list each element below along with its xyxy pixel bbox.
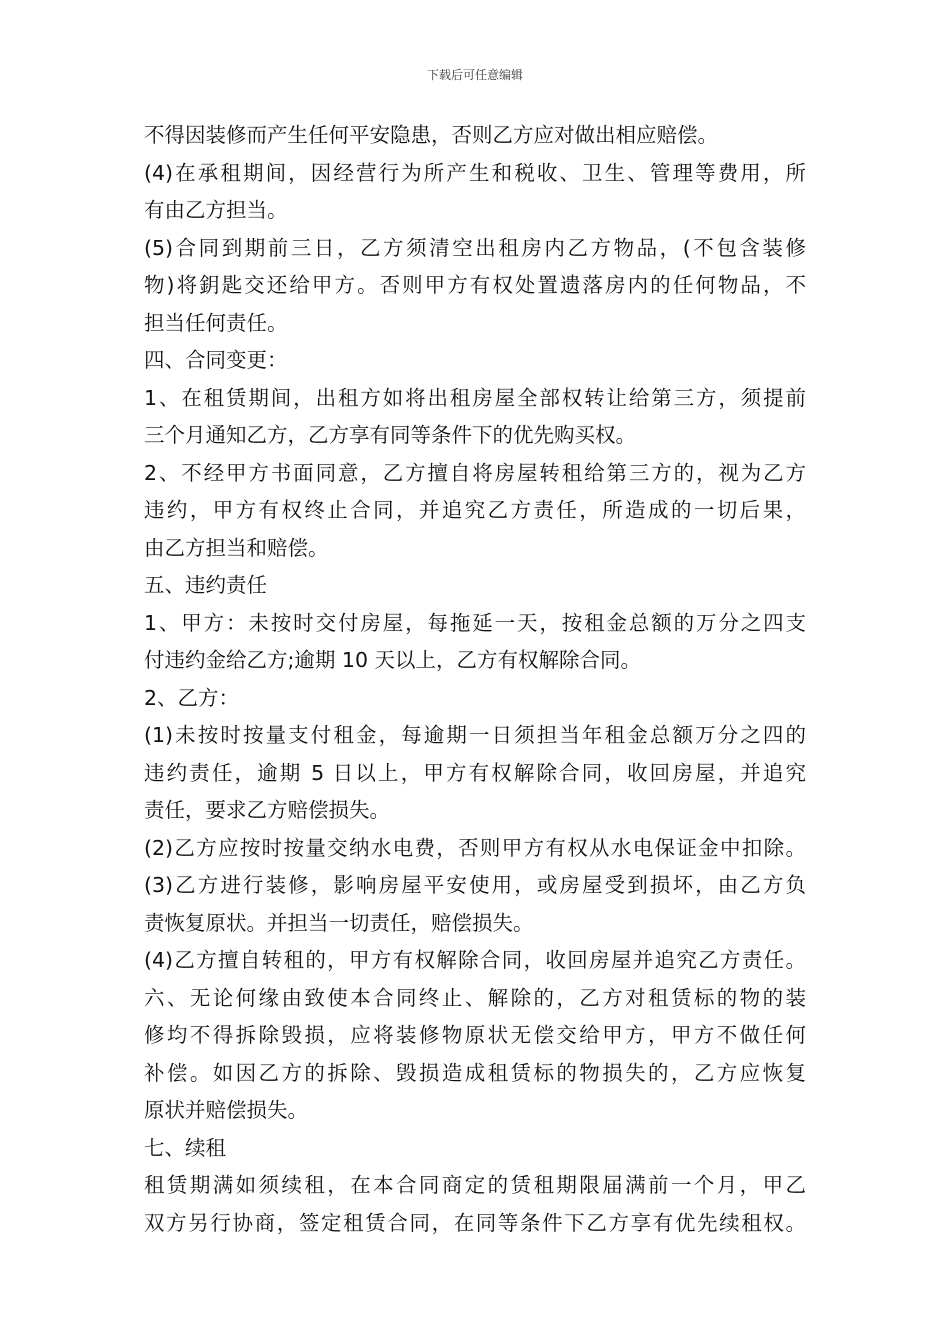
section-heading: 五、违约责任 [144,573,267,597]
text-line: 租赁期满如须续租，在本合同商定的赁租期限届满前一个月，甲乙 [144,1173,806,1197]
text-line: 违约责任，逾期 5 日以上，甲方有权解除合同，收回房屋，并追究 [144,760,806,785]
text-line: 有由乙方担当。 [144,198,288,222]
page-header: 下载后可任意编辑 [426,68,523,82]
section-heading: 七、续租 [144,1135,226,1160]
text-line: 三个月通知乙方，乙方享有同等条件下的优先购买权。 [144,423,636,447]
text-line: (3)乙方进行装修，影响房屋平安使用，或房屋受到损坏，由乙方负 [144,873,806,897]
section-heading: 四、合同变更： [144,348,288,372]
text-line: (2)乙方应按时按量交纳水电费，否则甲方有权从水电保证金中扣除。 [144,835,806,860]
text-line: 违约，甲方有权终止合同，并追究乙方责任，所造成的一切后果， [144,498,806,522]
text-line: 付违约金给乙方;逾期 10 天以上，乙方有权解除合同。 [144,648,642,672]
text-line: 物)将鈅匙交还给甲方。否则甲方有权处置遗落房内的任何物品，不 [144,273,806,297]
text-line: (5)合同到期前三日，乙方须清空出租房内乙方物品，(不包含装修 [144,235,806,260]
text-line: 原状并赔偿损失。 [144,1098,308,1122]
text-line: 担当任何责任。 [144,310,288,335]
text-line: (4)在承租期间，因经营行为所产生和税收、卫生、管理等费用，所 [144,160,806,185]
text-line: 2、不经甲方书面同意，乙方擅自将房屋转租给第三方的，视为乙方 [144,460,806,485]
text-line: 补偿。如因乙方的拆除、毁损造成租赁标的物损失的，乙方应恢复 [144,1060,806,1085]
text-line: (1)未按时按量支付租金，每逾期一日须担当年租金总额万分之四的 [144,723,806,747]
text-line: 1、在租赁期间，出租方如将出租房屋全部权转让给第三方，须提前 [144,385,806,410]
text-line: 由乙方担当和赔偿。 [144,535,329,560]
text-line: 不得因装修而产生任何平安隐患，否则乙方应对做出相应赔偿。 [144,123,718,147]
text-line: 双方另行协商，签定租赁合同，在同等条件下乙方享有优先续租权。 [144,1210,806,1235]
text-line: 责恢复原状。并担当一切责任，赔偿损失。 [144,910,534,935]
text-line: 修均不得拆除毁损，应将装修物原状无偿交给甲方，甲方不做任何 [144,1023,806,1047]
text-line: 责任，要求乙方赔偿损失。 [144,798,390,822]
section-heading: 六、无论何缘由致使本合同终止、解除的，乙方对租赁标的物的装 [144,985,806,1010]
document-body [144,117,806,1242]
text-line: (4)乙方擅自转租的，甲方有权解除合同，收回房屋并追究乙方责任。 [144,948,806,972]
text-line: 2、乙方： [144,685,240,710]
text-line: 1、甲方：未按时交付房屋，每拖延一天，按租金总额的万分之四支 [144,610,806,635]
